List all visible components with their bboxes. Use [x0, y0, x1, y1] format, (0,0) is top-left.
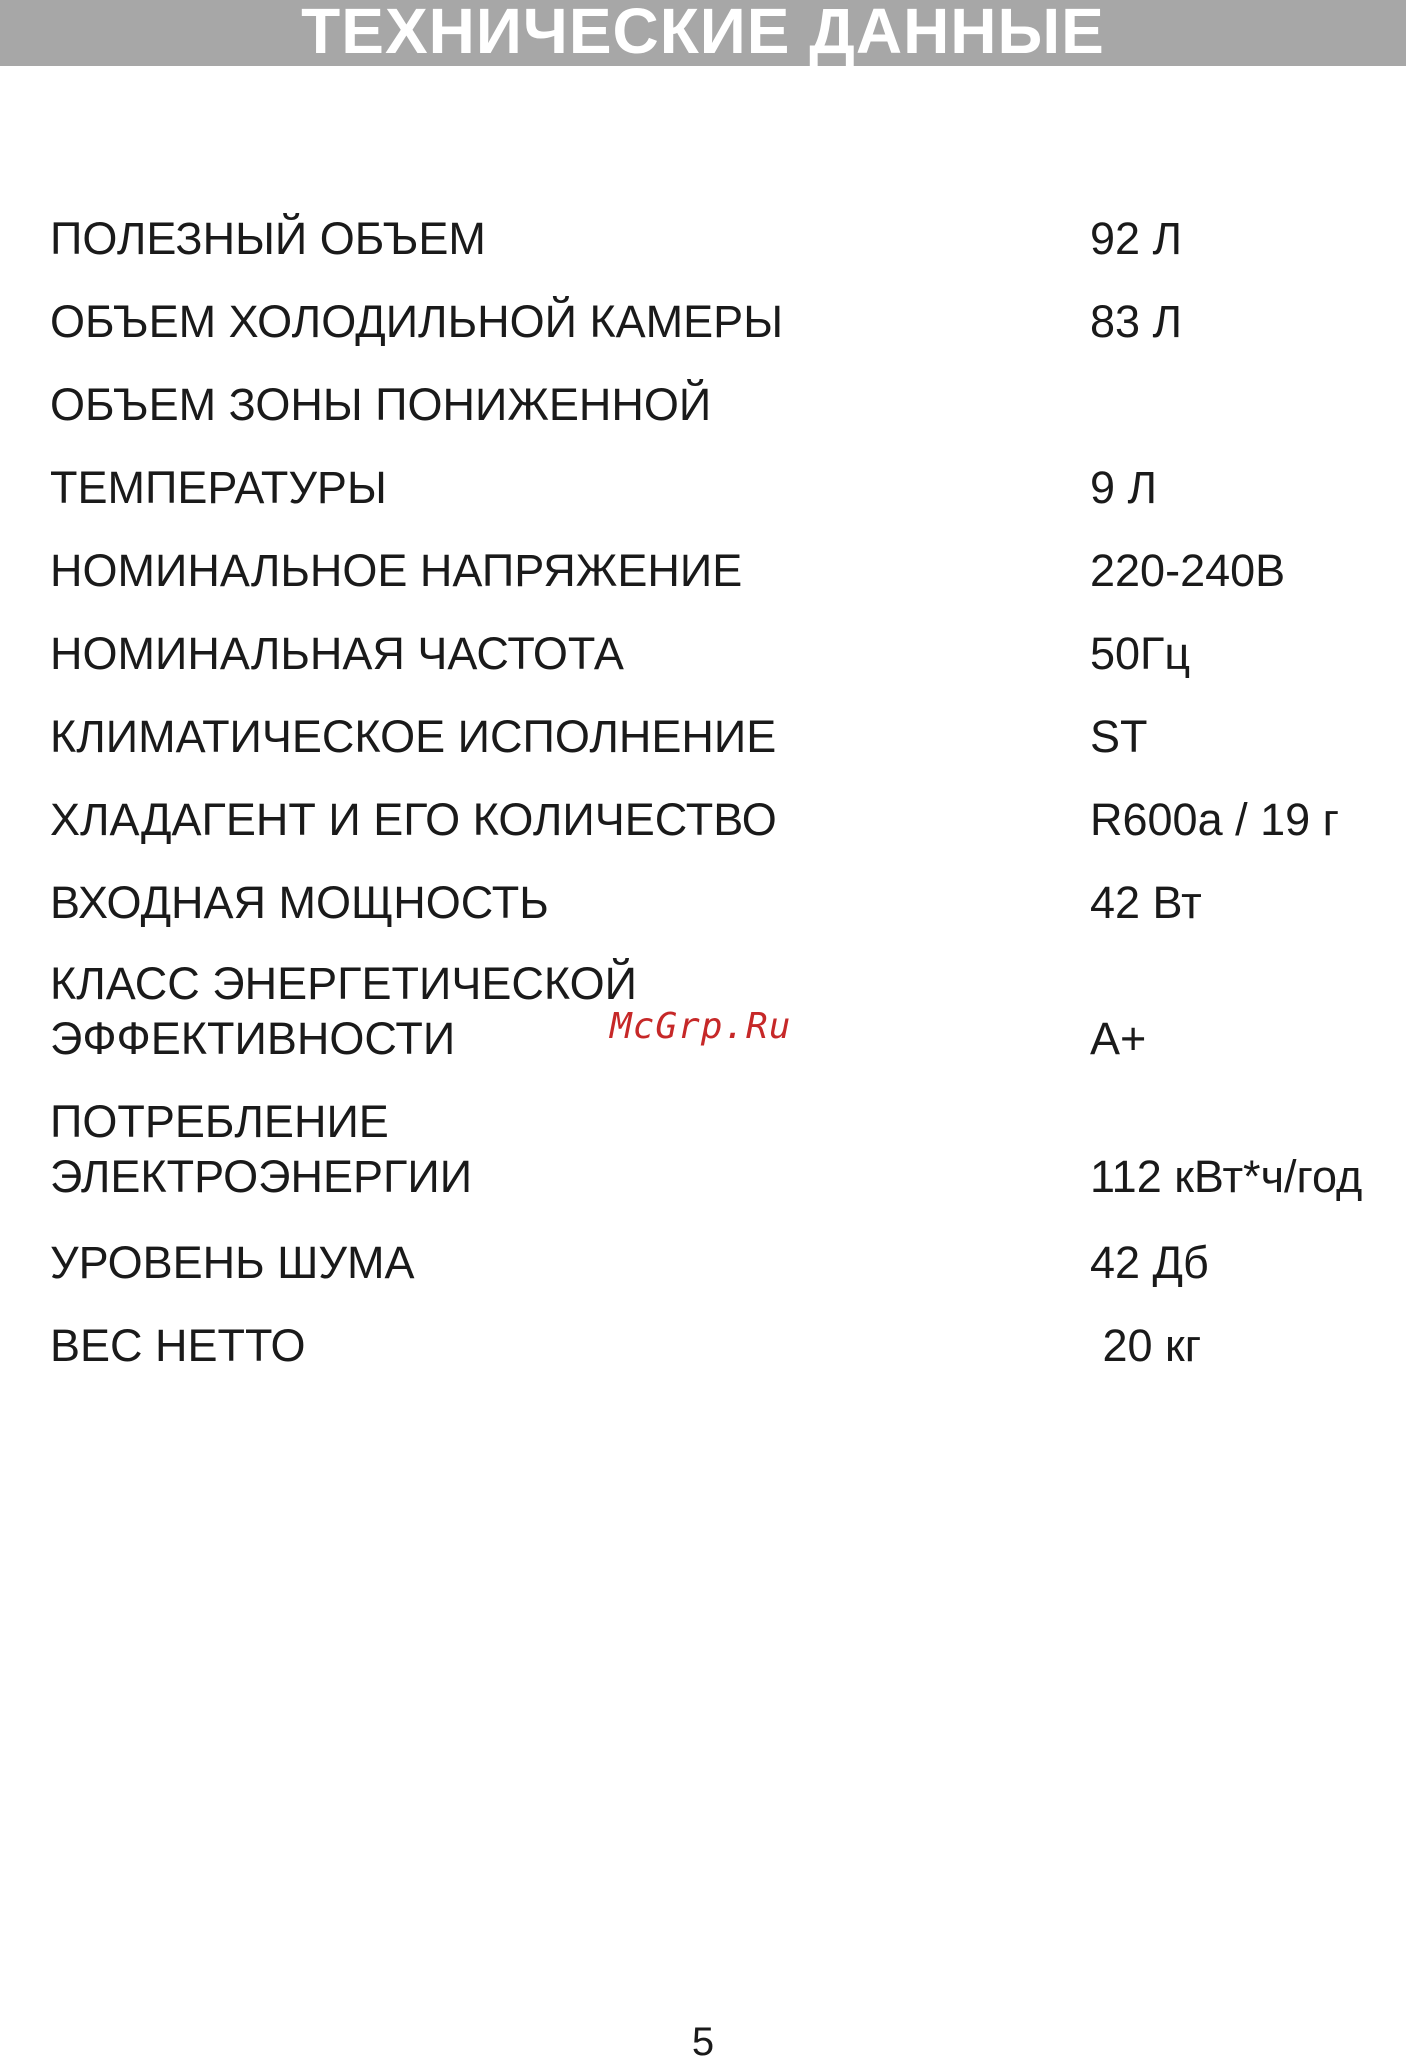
- spec-value: 50Гц: [1090, 628, 1191, 679]
- spec-label: НОМИНАЛЬНАЯ ЧАСТОТА: [50, 628, 624, 679]
- spec-label: ВХОДНАЯ МОЩНОСТЬ: [50, 877, 549, 928]
- spec-row: [0, 875, 1406, 930]
- spec-value: 83 Л: [1090, 296, 1183, 347]
- spec-value: 42 Вт: [1090, 877, 1202, 928]
- spec-row: [0, 294, 1406, 349]
- spec-label: ПОТРЕБЛЕНИЕ ЭЛЕКТРОЭНЕРГИИ: [50, 1096, 473, 1202]
- spec-label: УРОВЕНЬ ШУМА: [50, 1237, 415, 1288]
- spec-label: ХЛАДАГЕНТ И ЕГО КОЛИЧЕСТВО: [50, 794, 777, 845]
- spec-value: 20 кг: [1090, 1320, 1202, 1371]
- spec-value: А+: [1090, 1013, 1147, 1064]
- spec-value: 220-240В: [1090, 545, 1286, 596]
- spec-row: [0, 1235, 1406, 1290]
- spec-label: КЛАСС ЭНЕРГЕТИЧЕСКОЙ ЭФФЕКТИВНОСТИ: [50, 958, 637, 1064]
- spec-label: ПОЛЕЗНЫЙ ОБЪЕМ: [50, 213, 486, 264]
- spec-value: 42 Дб: [1090, 1237, 1209, 1288]
- spec-row: [0, 377, 1406, 432]
- spec-label: ТЕМПЕРАТУРЫ: [50, 462, 387, 513]
- spec-label: КЛИМАТИЧЕСКОЕ ИСПОЛНЕНИЕ: [50, 711, 777, 762]
- spec-row: [0, 709, 1406, 764]
- spec-label: ОБЪЕМ ЗОНЫ ПОНИЖЕННОЙ: [50, 379, 712, 430]
- spec-row: [0, 792, 1406, 847]
- spec-label: ОБЪЕМ ХОЛОДИЛЬНОЙ КАМЕРЫ: [50, 296, 784, 347]
- spec-row: [0, 460, 1406, 515]
- spec-row: [0, 626, 1406, 681]
- watermark-text: McGrp.Ru: [610, 1006, 792, 1047]
- header-band: [0, 0, 1406, 66]
- spec-row: [0, 543, 1406, 598]
- spec-value: 9 Л: [1090, 462, 1158, 513]
- spec-value: ST: [1090, 711, 1148, 762]
- spec-row: [0, 1318, 1406, 1373]
- spec-row: [0, 211, 1406, 266]
- page-title: ТЕХНИЧЕСКИЕ ДАННЫЕ: [301, 0, 1105, 66]
- spec-row: [0, 1094, 1406, 1204]
- spec-value: 92 Л: [1090, 213, 1183, 264]
- spec-value: R600a / 19 г: [1090, 794, 1340, 845]
- spec-label: НОМИНАЛЬНОЕ НАПРЯЖЕНИЕ: [50, 545, 743, 596]
- page-number: 5: [691, 2020, 715, 2064]
- spec-label: ВЕС НЕТТО: [50, 1320, 306, 1371]
- spec-value: 112 кВт*ч/год: [1090, 1151, 1363, 1202]
